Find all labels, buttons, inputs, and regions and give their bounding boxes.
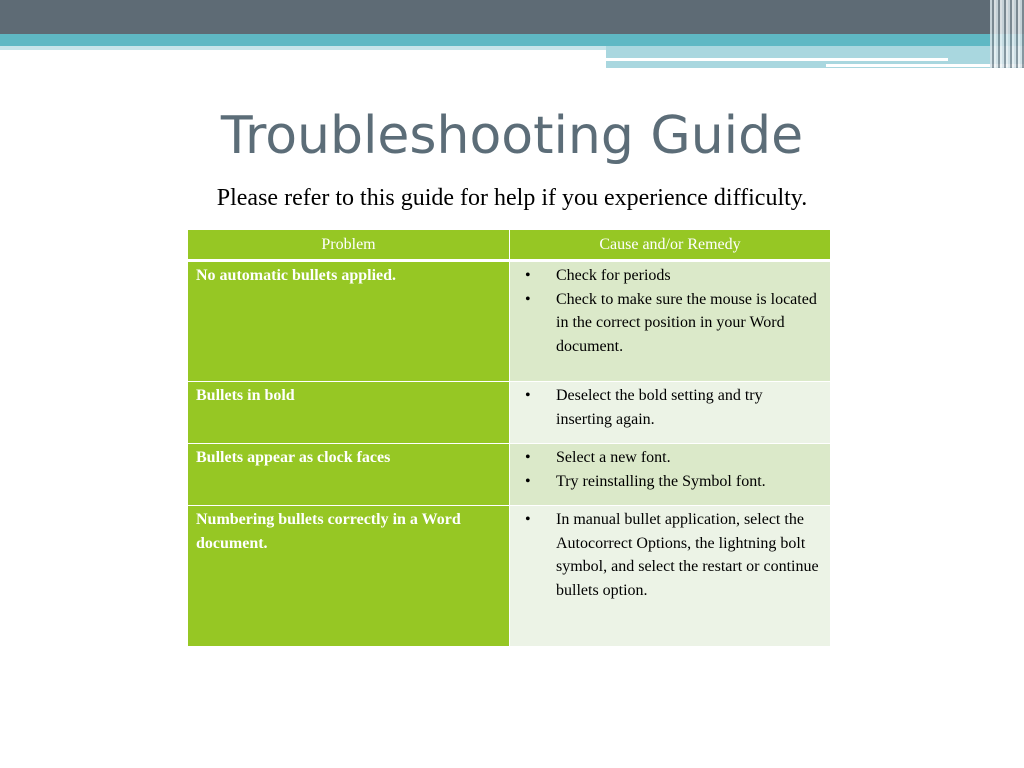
remedy-text: Deselect the bold setting and try inserting again. [556, 387, 763, 428]
problem-cell: Bullets in bold [188, 382, 510, 444]
troubleshooting-table [187, 229, 831, 647]
header-stripes-decoration [990, 0, 1024, 68]
remedy-list [518, 384, 822, 431]
remedy-text: Check for periods [556, 267, 671, 284]
header-problem: Problem [188, 230, 510, 261]
problem-cell: Numbering bullets correctly in a Word document. [188, 506, 510, 647]
table-row [188, 382, 831, 444]
remedy-item [525, 384, 822, 431]
remedy-item [525, 264, 822, 288]
remedy-item [525, 508, 822, 602]
problem-cell: Bullets appear as clock faces [188, 444, 510, 506]
slide-title: Troubleshooting Guide [220, 106, 804, 166]
header-band-teal [0, 34, 1024, 46]
table-header-row [188, 230, 831, 261]
remedy-list [518, 508, 822, 602]
table-row [188, 506, 831, 647]
slide-subtitle: Please refer to this guide for help if you experience difficulty. [216, 185, 808, 211]
bullet-icon: • [525, 267, 531, 284]
bullet-icon: • [525, 511, 531, 528]
header-band-line [606, 58, 948, 61]
remedy-text: In manual bullet application, select the Autocorrect Options, the lightning bolt symbol, and select the restart or continue bullets option. [556, 511, 819, 599]
header-cause-remedy: Cause and/or Remedy [510, 230, 831, 261]
problem-cell: No automatic bullets applied. [188, 261, 510, 382]
remedy-list [518, 264, 822, 358]
remedy-text: Try reinstalling the Symbol font. [556, 472, 766, 490]
table-row [188, 261, 831, 382]
bullet-icon: • [525, 472, 531, 490]
bullet-icon: • [525, 449, 531, 466]
remedy-list [518, 446, 822, 493]
remedy-text: Select a new font. [556, 449, 671, 466]
table-row [188, 444, 831, 506]
remedy-cell [510, 261, 831, 382]
remedy-cell [510, 382, 831, 444]
remedy-text: Check to make sure the mouse is located in the correct position in your Word document. [556, 290, 817, 355]
bullet-icon: • [525, 387, 531, 404]
bullet-icon: • [525, 290, 531, 308]
header-band-dark [0, 0, 1024, 34]
remedy-cell [510, 444, 831, 506]
remedy-item [525, 288, 822, 359]
remedy-item [525, 470, 822, 494]
remedy-item [525, 446, 822, 470]
remedy-cell [510, 506, 831, 647]
